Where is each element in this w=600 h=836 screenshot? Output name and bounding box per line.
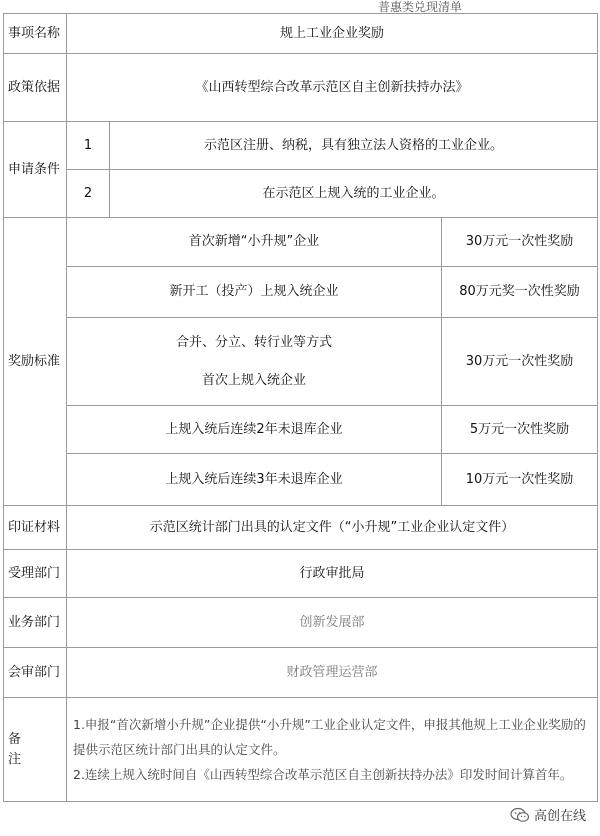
reward-row	[4, 406, 598, 454]
row-review-dept	[4, 648, 598, 698]
page-title: 普惠类兑现清单	[378, 0, 463, 14]
reward-condition: 上规入统后连续2年未退库企业	[67, 406, 442, 454]
accepting-dept-value: 行政审批局	[67, 550, 598, 598]
item-name-value: 规上工业企业奖励	[67, 14, 598, 54]
reward-condition: 新开工（投产）上规入统企业	[67, 267, 442, 318]
condition-text: 示范区注册、纳税，具有独立法人资格的工业企业。	[110, 122, 598, 170]
reward-row	[4, 218, 598, 267]
notes-line: 2.连续上规入统时间自《山西转型综合改革示范区自主创新扶持办法》印发时间计算首年。	[73, 767, 573, 782]
reward-amount: 80万元奖一次性奖励	[442, 267, 598, 318]
business-dept-value: 创新发展部	[67, 598, 598, 648]
reward-amount: 5万元一次性奖励	[442, 406, 598, 454]
reward-row	[4, 318, 598, 406]
condition-number: 2	[67, 170, 110, 218]
watermark-text: 高创在线	[533, 809, 586, 824]
item-name-label: 事项名称	[4, 14, 67, 54]
notes-line: 1.申报“首次新增小升规”企业提供“小升规”工业企业认定文件，申报其他规上工业企业奖励的提供示范区统计部门出具的认定文件。	[73, 717, 586, 757]
accepting-dept-label: 受理部门	[4, 550, 67, 598]
row-policy-basis	[4, 54, 598, 122]
condition-row	[4, 122, 598, 170]
materials-value: 示范区统计部门出具的认定文件（“小升规”工业企业认定文件）	[67, 506, 598, 550]
materials-label: 印证材料	[4, 506, 67, 550]
watermark	[510, 805, 586, 824]
reward-row	[4, 454, 598, 506]
reward-standard-label: 奖励标准	[4, 218, 67, 506]
condition-number: 1	[67, 122, 110, 170]
reward-condition: 上规入统后连续3年未退库企业	[67, 454, 442, 506]
policy-table	[3, 13, 598, 802]
notes-label: 备注	[4, 698, 67, 802]
row-item-name	[4, 14, 598, 54]
review-dept-label: 会审部门	[4, 648, 67, 698]
reward-amount: 10万元一次性奖励	[442, 454, 598, 506]
condition-text: 在示范区上规入统的工业企业。	[110, 170, 598, 218]
reward-condition-line: 首次上规入统企业	[201, 372, 306, 388]
policy-basis-label: 政策依据	[4, 54, 67, 122]
reward-condition: 首次新增“小升规”企业	[67, 218, 442, 267]
policy-basis-value: 《山西转型综合改革示范区自主创新扶持办法》	[67, 54, 598, 122]
business-dept-label: 业务部门	[4, 598, 67, 648]
reward-amount: 30万元一次性奖励	[442, 218, 598, 267]
condition-row	[4, 170, 598, 218]
row-materials	[4, 506, 598, 550]
row-business-dept	[4, 598, 598, 648]
wechat-icon	[510, 807, 530, 823]
notes-content	[67, 698, 598, 802]
reward-condition-line: 合并、分立、转行业等方式	[175, 334, 332, 350]
reward-condition-multiline	[67, 318, 442, 406]
row-accepting-dept	[4, 550, 598, 598]
row-notes	[4, 698, 598, 802]
reward-row	[4, 267, 598, 318]
reward-amount: 30万元一次性奖励	[442, 318, 598, 406]
review-dept-value: 财政管理运营部	[67, 648, 598, 698]
conditions-label: 申请条件	[4, 122, 67, 218]
